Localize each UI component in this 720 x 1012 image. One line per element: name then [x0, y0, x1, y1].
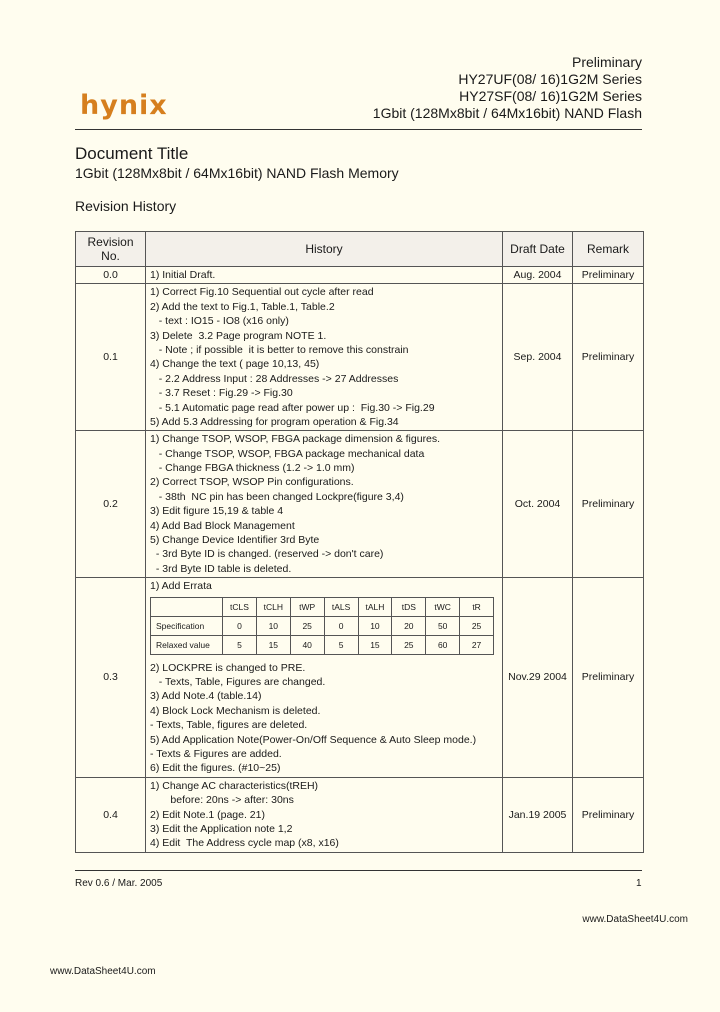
revision-number: 0.3 [76, 578, 146, 778]
errata-column-header: tALS [324, 597, 358, 616]
history-cell [146, 777, 503, 852]
errata-cell: 40 [290, 635, 324, 654]
history-line: 1) Change AC characteristics(tREH) [150, 779, 319, 792]
header-remark: Remark [573, 232, 644, 267]
history-cell [146, 578, 503, 778]
history-line: 1) Add Errata [150, 580, 212, 593]
header-line: 1Gbit (128Mx8bit / 64Mx16bit) NAND Flash [372, 105, 642, 121]
revision-number: 0.4 [76, 777, 146, 852]
errata-cell: 10 [256, 616, 290, 635]
errata-column-header: tALH [358, 597, 392, 616]
history-line: 5) Add 5.3 Addressing for program operation & Fig.34 [150, 415, 399, 428]
history-line: 2) Add the text to Fig.1, Table.1, Table.2 [150, 300, 335, 313]
history-line: - text : IO15 - IO8 (x16 only) [150, 315, 289, 328]
history-line: 1) Initial Draft. [150, 269, 216, 281]
history-line: - Texts, Table, figures are deleted. [150, 719, 308, 732]
errata-cell: 20 [392, 616, 426, 635]
draft-date: Nov.29 2004 [503, 578, 573, 778]
header-line: HY27UF(08/ 16)1G2M Series [458, 71, 642, 87]
history-line: 3) Edit figure 15,19 & table 4 [150, 505, 284, 518]
errata-cell: 10 [358, 616, 392, 635]
table-row [76, 284, 644, 431]
table-row [76, 777, 644, 852]
errata-cell: 15 [358, 635, 392, 654]
errata-column-header: tCLS [223, 597, 257, 616]
errata-column-header: tWP [290, 597, 324, 616]
errata-column-header: tR [460, 597, 494, 616]
table-header-row [76, 232, 644, 267]
history-line: 2) Edit Note.1 (page. 21) [150, 808, 265, 821]
header-line: HY27SF(08/ 16)1G2M Series [459, 88, 642, 104]
history-line: 3) Delete 3.2 Page program NOTE 1. [150, 329, 327, 342]
history-line: - Texts & Figures are added. [150, 747, 282, 760]
errata-cell: 5 [223, 635, 257, 654]
watermark-left: www.DataSheet4U.com [50, 966, 156, 977]
remark: Preliminary [573, 578, 644, 778]
history-line: 1) Change TSOP, WSOP, FBGA package dimension & figures. [150, 433, 441, 446]
history-line: 6) Edit the figures. (#10~25) [150, 762, 281, 775]
remark: Preliminary [573, 777, 644, 852]
history-line: 5) Add Application Note(Power-On/Off Sequence & Auto Sleep mode.) [150, 733, 477, 746]
errata-corner [151, 597, 223, 616]
header-info [373, 54, 642, 122]
errata-column-header: tWC [426, 597, 460, 616]
errata-cell: 60 [426, 635, 460, 654]
errata-row [151, 616, 494, 635]
errata-row-label: Specification [151, 616, 223, 635]
history-line: 5) Change Device Identifier 3rd Byte [150, 534, 320, 547]
footer-revision: Rev 0.6 / Mar. 2005 [75, 878, 163, 889]
history-cell [146, 284, 503, 431]
errata-cell: 27 [460, 635, 494, 654]
history-line: 1) Correct Fig.10 Sequential out cycle after read [150, 286, 374, 299]
history-line: - 38th NC pin has been changed Lockpre(figure 3,4) [150, 490, 404, 503]
revision-number: 0.1 [76, 284, 146, 431]
history-line: - Texts, Table, Figures are changed. [150, 675, 326, 688]
history-cell [146, 267, 503, 284]
history-line: - 2.2 Address Input : 28 Addresses -> 27 Addresses [150, 372, 399, 385]
remark: Preliminary [573, 431, 644, 578]
revision-number: 0.0 [76, 267, 146, 284]
history-line: - Change FBGA thickness (1.2 -> 1.0 mm) [150, 462, 355, 475]
history-line: 4) Block Lock Mechanism is deleted. [150, 704, 321, 717]
draft-date: Jan.19 2005 [503, 777, 573, 852]
history-line: - Change TSOP, WSOP, FBGA package mechanical data [150, 447, 425, 460]
history-line: 4) Edit The Address cycle map (x8, x16) [150, 837, 339, 850]
errata-cell: 25 [460, 616, 494, 635]
history-line: - 3.7 Reset : Fig.29 -> Fig.30 [150, 387, 293, 400]
history-line: - 5.1 Automatic page read after power up : Fig.30 -> Fig.29 [150, 401, 435, 414]
errata-cell: 0 [223, 616, 257, 635]
errata-table [150, 597, 494, 655]
history-line: 3) Edit the Application note 1,2 [150, 822, 293, 835]
history-line: - 3rd Byte ID table is deleted. [150, 562, 292, 575]
watermark-right: www.DataSheet4U.com [582, 914, 688, 925]
hynix-logo: hynix [80, 90, 168, 121]
errata-cell: 0 [324, 616, 358, 635]
history-line: 2) Correct TSOP, WSOP Pin configurations. [150, 476, 354, 489]
history-line: 2) LOCKPRE is changed to PRE. [150, 661, 306, 674]
remark: Preliminary [573, 284, 644, 431]
errata-cell: 5 [324, 635, 358, 654]
errata-row [151, 635, 494, 654]
errata-cell: 25 [290, 616, 324, 635]
errata-column-header: tDS [392, 597, 426, 616]
header-line: Preliminary [571, 54, 642, 70]
history-line: 4) Add Bad Block Management [150, 519, 295, 532]
history-cell [146, 431, 503, 578]
document-title: Document Title [75, 144, 189, 163]
revision-number: 0.2 [76, 431, 146, 578]
history-line: 3) Add Note.4 (table.14) [150, 690, 262, 703]
history-line: - Note ; if possible it is better to remove this constrain [150, 343, 409, 356]
draft-date: Aug. 2004 [503, 267, 573, 284]
errata-cell: 50 [426, 616, 460, 635]
footer-rule [75, 870, 642, 871]
history-line: 4) Change the text ( page 10,13, 45) [150, 358, 320, 371]
remark: Preliminary [573, 267, 644, 284]
table-row [76, 578, 644, 778]
errata-header-row [151, 597, 494, 616]
revision-table [75, 231, 644, 853]
history-line: - 3rd Byte ID is changed. (reserved -> don't care) [150, 548, 384, 561]
page-number: 1 [636, 878, 642, 889]
header-revision: Revision No. [76, 232, 146, 267]
header-history: History [146, 232, 503, 267]
draft-date: Sep. 2004 [503, 284, 573, 431]
table-row [76, 431, 644, 578]
errata-cell: 15 [256, 635, 290, 654]
section-heading: Revision History [75, 198, 177, 214]
table-row [76, 267, 644, 284]
header-rule [75, 129, 642, 130]
draft-date: Oct. 2004 [503, 431, 573, 578]
errata-column-header: tCLH [256, 597, 290, 616]
header-date: Draft Date [503, 232, 573, 267]
errata-row-label: Relaxed value [151, 635, 223, 654]
document-subtitle: 1Gbit (128Mx8bit / 64Mx16bit) NAND Flash Memory [75, 165, 399, 181]
history-line: before: 20ns -> after: 30ns [150, 794, 294, 807]
errata-cell: 25 [392, 635, 426, 654]
